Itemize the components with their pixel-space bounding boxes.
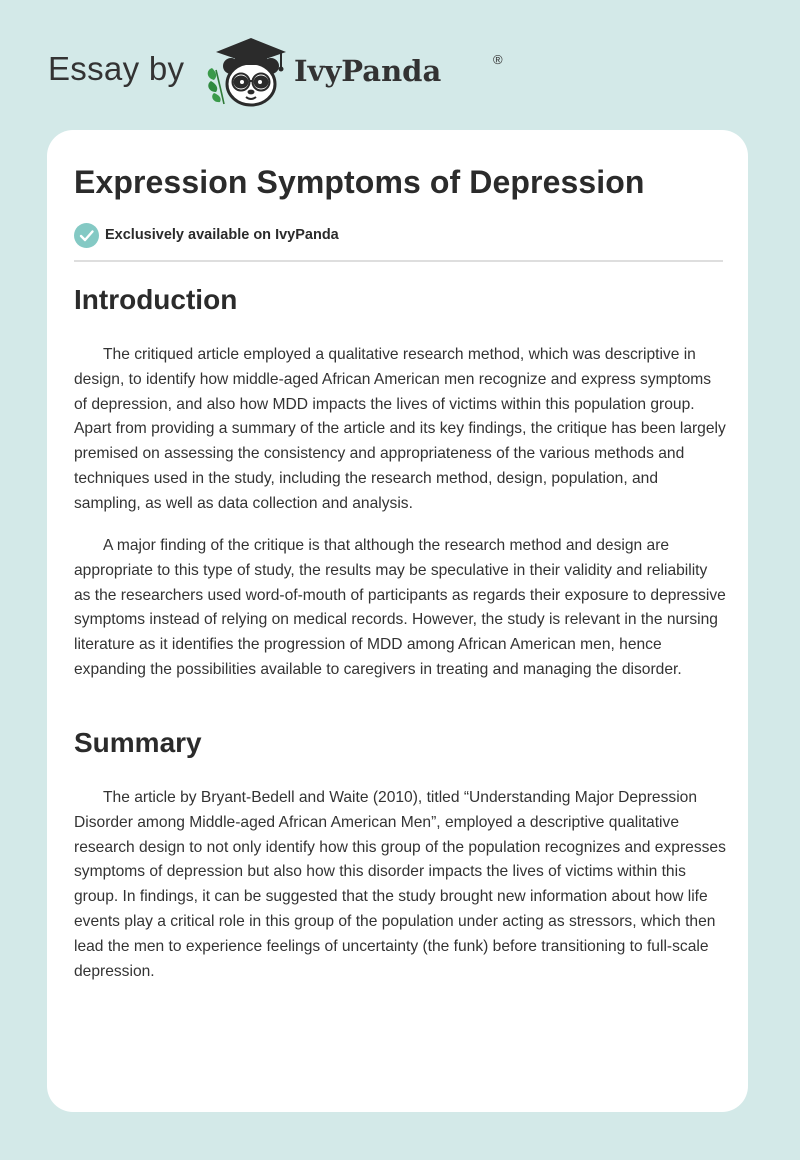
check-circle-icon	[74, 223, 99, 248]
exclusive-badge-label: Exclusively available on IvyPanda	[105, 227, 339, 243]
brand-prefix: Essay by	[48, 50, 185, 87]
section-heading-summary: Summary	[74, 727, 202, 758]
brand-header	[48, 34, 508, 114]
exclusive-badge	[74, 222, 339, 248]
paragraph: The critiqued article employed a qualitative research method, which was descriptive in design, to identify how middle-aged African American men recognize and express symptoms of depression, and also how MDD impacts the lives of victims within this population group. Apart from providing a summary of the article and its key findings, the critique has been largely premised on assessing the consistency and appropriateness of the various methods and techniques used in the study, including the research method, design, population, and sampling, as well as data collection and analysis.	[74, 346, 726, 512]
panda-graduate-icon	[202, 34, 292, 110]
paragraph: The article by Bryant-Bedell and Waite (2010), titled “Understanding Major Depression Disorder among Middle-aged African American Men”, employed a descriptive qualitative research design to not only identify how this group of the population recognizes and expresses symptoms of depression but also how this disorder impacts the lives of victims within this group. In findings, it can be suggested that the study brought new information about how life events play a critical role in this group of the population under acting as stressors, which then lead the men to experience feelings of uncertainty (the funk) before transitioning to full-scale depression.	[74, 789, 726, 980]
document-title: Expression Symptoms of Depression	[74, 164, 645, 200]
brand-name: IvyPanda	[294, 54, 442, 88]
document-card	[47, 130, 748, 1112]
title-divider	[74, 260, 723, 262]
section-heading-introduction: Introduction	[74, 284, 238, 315]
paragraph: A major finding of the critique is that although the research method and design are appropriate to this type of study, the results may be speculative in their validity and reliability as the researchers used word-of-mouth of participants as regards their exposure to depressive symptoms instead of relying on medical records. However, the study is relevant in the nursing literature as it identifies the progression of MDD among African American men, hence expanding the possibilities available to caregivers in treating and managing the disorder.	[74, 537, 726, 678]
registered-mark: ®	[493, 52, 503, 67]
